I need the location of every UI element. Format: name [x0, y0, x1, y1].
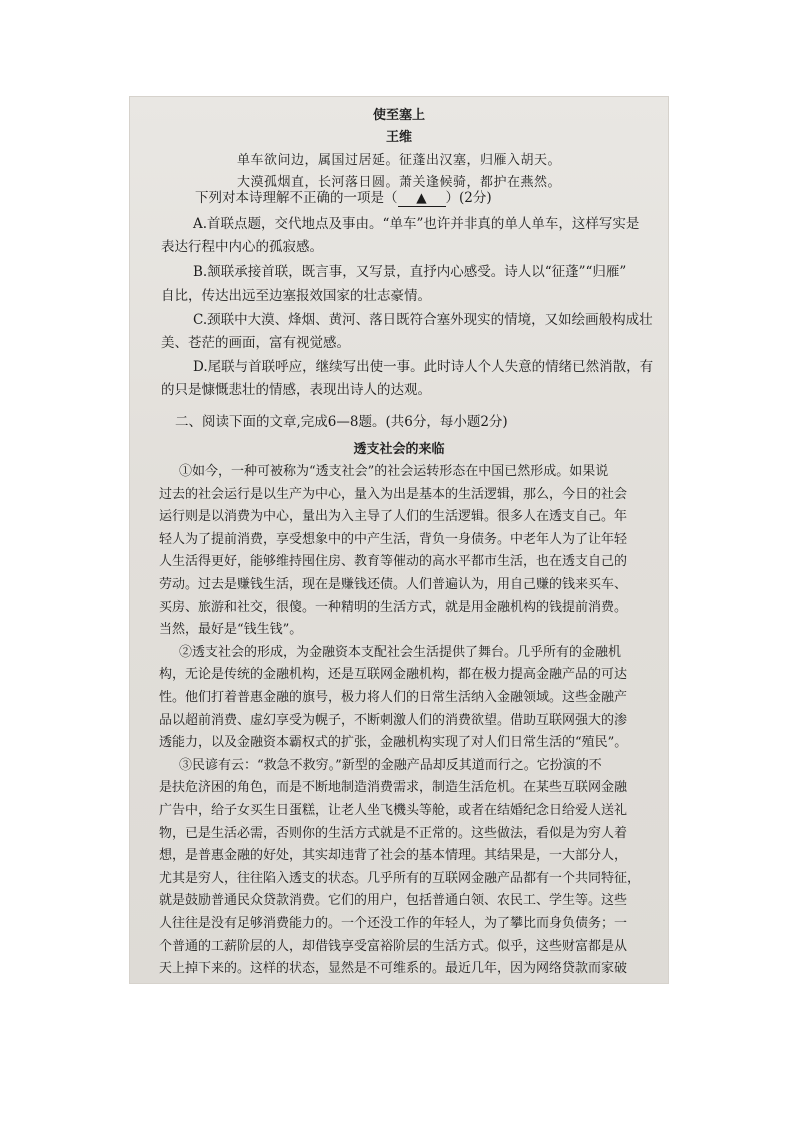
article-line: ②透支社会的形成，为金融资本支配社会生活提供了舞台。几乎所有的金融机 [179, 644, 622, 660]
article-line: 人生活得更好，能够维持囤住房、教育等催动的高水平都市生活，也在透支自己的 [159, 554, 628, 570]
poem-author: 王维 [385, 130, 412, 145]
article-line: 运行则是以消费为中心，量出为入主导了人们的生活逻辑。很多人在透支自己。年 [159, 509, 628, 525]
article-line: ①如今，一种可被称为“透支社会”的社会运转形态在中国已然形成。如果说 [179, 464, 609, 479]
article-line: 品以超前消费、虚幻享受为幌子，不断刺激人们的消费欲望。借助互联网强大的渗 [159, 712, 628, 728]
question-stem-after: ）(2分) [445, 190, 492, 206]
answer-blank: ▲ [398, 192, 446, 207]
article-line: 构，无论是传统的金融机构，还是互联网金融机构，都在极力提高金融产品的可达 [159, 667, 628, 683]
question-stem-before: 下列对本诗理解不正确的一项是（ [195, 190, 398, 206]
option-line: 表达行程中内心的孤寂感。 [161, 239, 323, 255]
article-line: 天上掉下来的。这样的状态，显然是不可维系的。最近几年，因为网络贷款而家破 [159, 961, 628, 977]
article-line: ③民谚有云：“救急不救穷。”新型的金融产品却反其道而行之。它扮演的不 [179, 757, 602, 773]
option-line: C.颈联中大漠、烽烟、黄河、落日既符合塞外现实的情境，又如绘画般构成壮 [193, 312, 653, 328]
option-line: B.颔联承接首联，既言事，又写景，直抒内心感受。诗人以“征蓬”“归雁” [193, 264, 627, 280]
article-line: 就是鼓励普通民众贷款消费。它们的用户，包括普通白领、农民工、学生等。这些 [159, 893, 628, 909]
poem-line: 大漠孤烟直，长河落日圆。萧关逢候骑，都护在燕然。 [236, 175, 561, 190]
article-line: 人往往是没有足够消费能力的。一个还没工作的年轻人，为了攀比而身负债务；一 [159, 916, 628, 931]
poem-title: 使至塞上 [372, 108, 425, 123]
option-line: 美、苍茫的画面，富有视觉感。 [161, 335, 350, 351]
option-line: 的只是慷慨悲壮的情感，表现出诗人的达观。 [161, 382, 431, 398]
article-line: 透能力，以及金融资本霸权式的扩张，金融机构实现了对人们日常生活的“殖民”。 [159, 735, 628, 751]
option-line: 自比，传达出远至边塞报效国家的壮志豪情。 [161, 288, 431, 304]
document-photo [129, 96, 669, 984]
article-line: 尤其是穷人，往往陷入透支的状态。几乎所有的互联网金融产品都有一个共同特征， [159, 870, 641, 886]
option-line: A.首联点题，交代地点及事由。“单车”也许并非真的单人单车，这样写实是 [193, 216, 640, 232]
article-line: 劳动。过去是赚钱生活，现在是赚钱还债。人们普遍认为，用自己赚的钱来买车、 [159, 577, 628, 592]
poem-line: 单车欲问边，属国过居延。征蓬出汉塞，归雁入胡天。 [236, 153, 561, 168]
section-heading: 二、阅读下面的文章,完成6—8题。(共6分，每小题2分) [175, 414, 508, 430]
article-line: 个普通的工薪阶层的人，却借钱享受富裕阶层的生活方式。似乎，这些财富都是从 [159, 938, 628, 954]
article-line: 过去的社会运行是以生产为中心，量入为出是基本的生活逻辑，那么，今日的社会 [159, 486, 628, 502]
article-line: 买房、旅游和社交，很傻。一种精明的生活方式，就是用金融机构的钱提前消费。 [159, 599, 628, 615]
article-line: 想，是普惠金融的好处，其实却违背了社会的基本情理。其结果是，一大部分人， [159, 848, 628, 864]
article-line: 轻人为了提前消费，享受想象中的中产生活，背负一身债务。中老年人为了让年轻 [159, 531, 628, 547]
article-line: 是扶危济困的角色，而是不断地制造消费需求，制造生活危机。在某些互联网金融 [159, 780, 628, 796]
article-line: 物，已是生活必需，否则你的生活方式就是不正常的。这些做法，看似是为穷人着 [159, 825, 628, 841]
article-title: 透支社会的来临 [353, 442, 445, 457]
question-stem [195, 192, 492, 207]
option-line: D.尾联与首联呼应，继续写出使一事。此时诗人个人失意的情绪已然消散，有 [193, 359, 654, 375]
article-line: 当然，最好是“钱生钱”。 [159, 622, 303, 638]
article-line: 性。他们打着普惠金融的旗号，极力将人们的日常生活纳入金融领域。这些金融产 [159, 690, 628, 705]
article-line: 广告中，给子女买生日蛋糕，让老人坐飞機头等舱，或者在结婚纪念日给爱人送礼 [159, 803, 628, 818]
